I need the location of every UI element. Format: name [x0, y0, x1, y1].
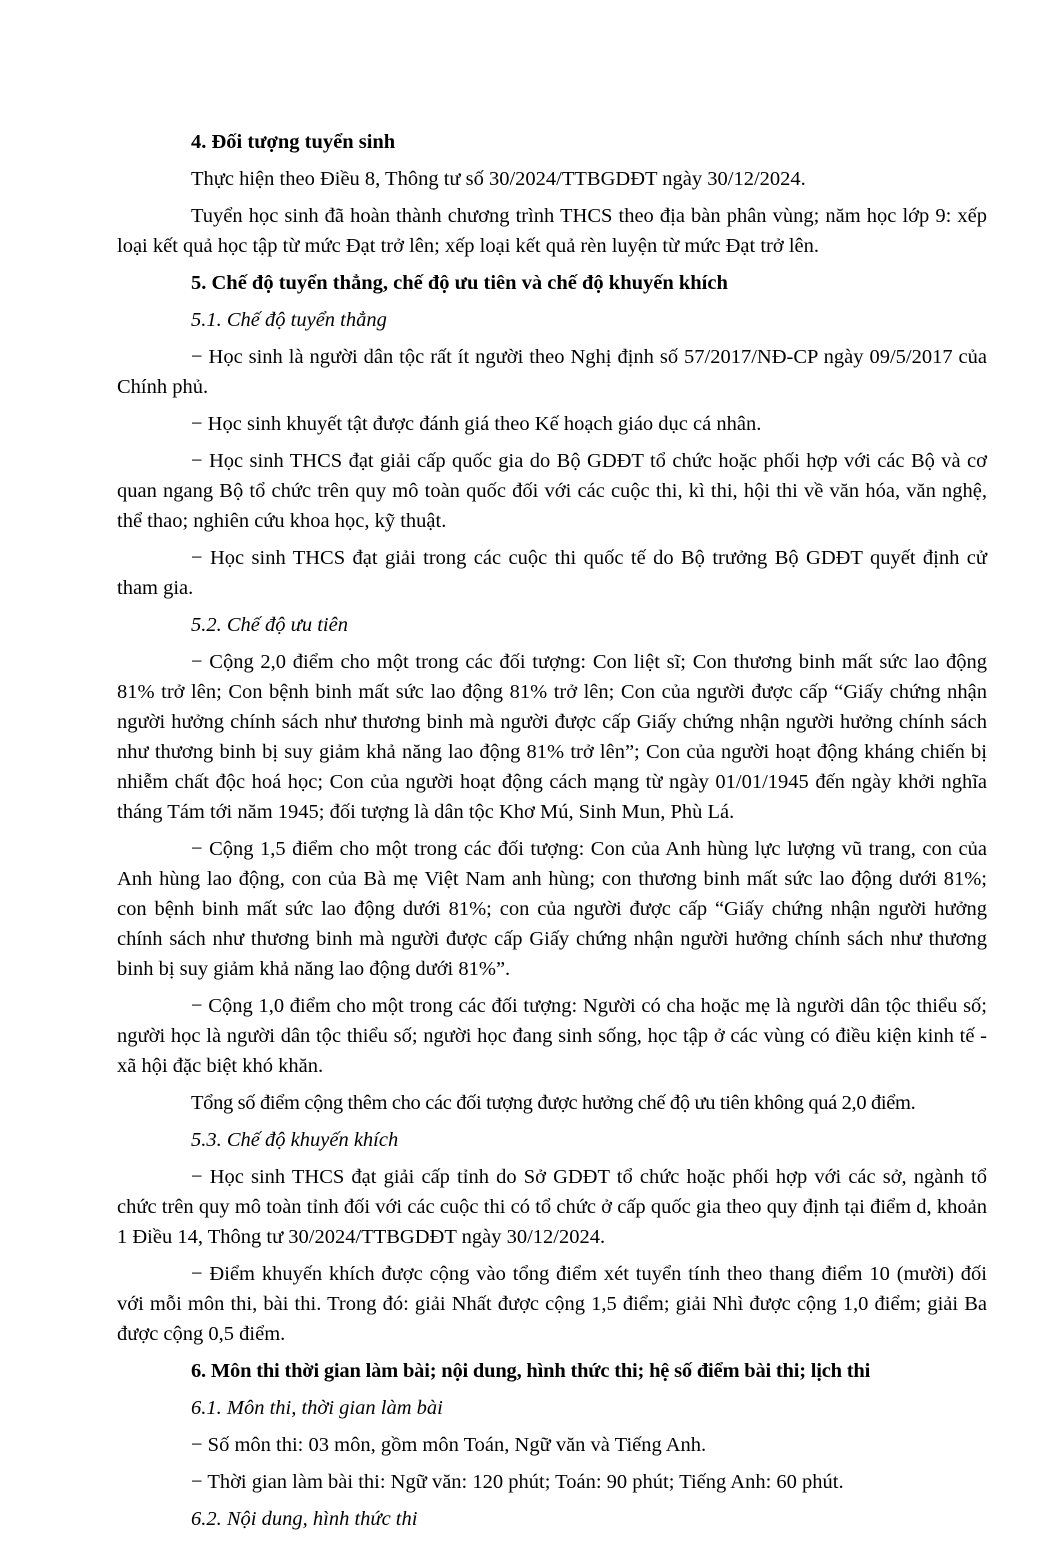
- section-5-1-bullet-3: − Học sinh THCS đạt giải cấp quốc gia do Bộ GDĐT tổ chức hoặc phối hợp với các Bộ và cơ quan ngang Bộ tổ chức trên quy mô toàn quốc đối với các cuộc thi, kì thi, hội thi về văn hóa, văn nghệ, thể thao; nghiên cứu khoa học, kỹ thuật.: [117, 450, 987, 532]
- section-5-1-bullet-2: − Học sinh khuyết tật được đánh giá theo Kế hoạch giáo dục cá nhân.: [191, 413, 762, 435]
- section-6-1-bullet-1: − Số môn thi: 03 môn, gồm môn Toán, Ngữ văn và Tiếng Anh.: [191, 1434, 707, 1456]
- section-5-2-bullet-3: − Cộng 1,0 điểm cho một trong các đối tượng: Người có cha hoặc mẹ là người dân tộc thiểu số; người học là người dân tộc thiểu số; người học đang sinh sống, học tập ở các vùng có điều kiện kinh tế - xã hội đặc biệt khó khăn.: [117, 995, 987, 1077]
- section-6-1-bullet-2: − Thời gian làm bài thi: Ngữ văn: 120 phút; Toán: 90 phút; Tiếng Anh: 60 phút.: [191, 1471, 844, 1493]
- section-5-3-heading: 5.3. Chế độ khuyến khích: [191, 1129, 399, 1151]
- section-5-heading: 5. Chế độ tuyển thẳng, chế độ ưu tiên và chế độ khuyến khích: [191, 272, 728, 294]
- section-4-paragraph-1: Thực hiện theo Điều 8, Thông tư số 30/2024/TTBGDĐT ngày 30/12/2024.: [191, 168, 806, 190]
- section-4-paragraph-2: Tuyển học sinh đã hoàn thành chương trình THCS theo địa bàn phân vùng; năm học lớp 9: xếp loại kết quả học tập từ mức Đạt trở lên; xếp loại kết quả rèn luyện từ mức Đạt trở lên.: [117, 205, 987, 257]
- section-5-2-heading: 5.2. Chế độ ưu tiên: [191, 614, 348, 636]
- section-5-1-bullet-4: − Học sinh THCS đạt giải trong các cuộc thi quốc tế do Bộ trưởng Bộ GDĐT quyết định cử tham gia.: [117, 547, 987, 599]
- section-5-1-heading: 5.1. Chế độ tuyển thẳng: [191, 309, 387, 331]
- section-6-heading: 6. Môn thi thời gian làm bài; nội dung, hình thức thi; hệ số điểm bài thi; lịch thi: [191, 1360, 871, 1382]
- document-body: [117, 127, 987, 1541]
- section-5-3-bullet-1: − Học sinh THCS đạt giải cấp tỉnh do Sở GDĐT tổ chức hoặc phối hợp với các sở, ngành tổ chức trên quy mô toàn tỉnh đối với các cuộc thi có tổ chức ở cấp quốc gia theo quy định tại điểm d, khoản 1 Điều 14, Thông tư 30/2024/TTBGDĐT ngày 30/12/2024.: [117, 1166, 987, 1248]
- section-5-1-bullet-1: − Học sinh là người dân tộc rất ít người theo Nghị định số 57/2017/NĐ-CP ngày 09/5/2017 của Chính phủ.: [117, 346, 987, 398]
- section-6-1-heading: 6.1. Môn thi, thời gian làm bài: [191, 1397, 443, 1419]
- section-5-3-bullet-2: − Điểm khuyến khích được cộng vào tổng điểm xét tuyển tính theo thang điểm 10 (mười) đối với mỗi môn thi, bài thi. Trong đó: giải Nhất được cộng 1,5 điểm; giải Nhì được cộng 1,0 điểm; giải Ba được cộng 0,5 điểm.: [117, 1263, 987, 1345]
- section-5-2-total: Tổng số điểm cộng thêm cho các đối tượng được hưởng chế độ ưu tiên không quá 2,0 điểm.: [191, 1092, 916, 1114]
- section-5-2-bullet-2: − Cộng 1,5 điểm cho một trong các đối tượng: Con của Anh hùng lực lượng vũ trang, con của Anh hùng lao động, con của Bà mẹ Việt Nam anh hùng; con thương binh mất sức lao động dưới 81%; con bệnh binh mất sức lao động dưới 81%; con của người được cấp “Giấy chứng nhận người hưởng chính sách như thương binh mà người được cấp Giấy chứng nhận người hưởng chính sách như thương binh bị suy giảm khả năng lao động dưới 81%”.: [117, 838, 987, 980]
- section-4-heading: 4. Đối tượng tuyển sinh: [191, 131, 396, 153]
- section-5-2-bullet-1: − Cộng 2,0 điểm cho một trong các đối tượng: Con liệt sĩ; Con thương binh mất sức lao động 81% trở lên; Con bệnh binh mất sức lao động 81% trở lên; Con của người được cấp “Giấy chứng nhận người hưởng chính sách như thương binh mà người được cấp Giấy chứng nhận người hưởng chính sách như thương binh bị suy giảm khả năng lao động 81% trở lên”; Con của người hoạt động kháng chiến bị nhiễm chất độc hoá học; Con của người hoạt động cách mạng từ ngày 01/01/1945 đến ngày khởi nghĩa tháng Tám tới năm 1945; đối tượng là dân tộc Khơ Mú, Sinh Mun, Phù Lá.: [117, 651, 987, 823]
- section-6-2-heading: 6.2. Nội dung, hình thức thi: [191, 1508, 418, 1530]
